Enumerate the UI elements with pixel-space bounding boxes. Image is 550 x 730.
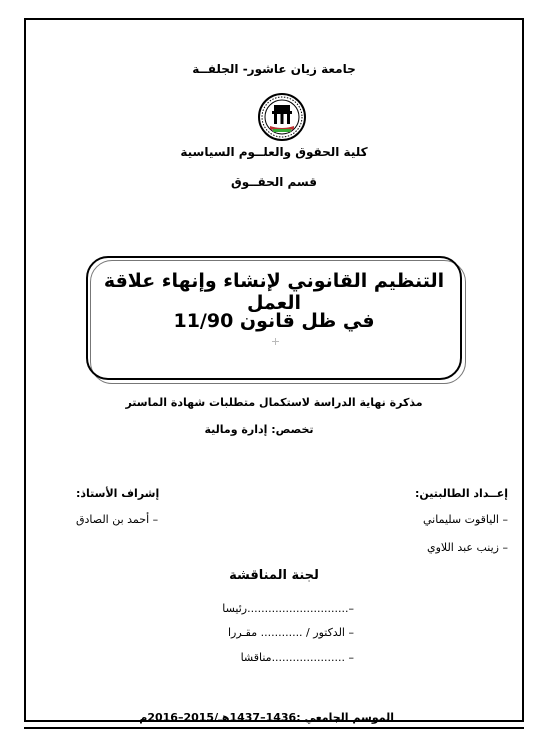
committee-row-examiner: – .....................مناقشا [240,651,354,664]
page-border-bottom-line [24,727,524,729]
thesis-note: مذكرة نهاية الدراسة لاستكمال متطلبات شهادة الماستر [125,396,423,409]
committee-title: لجنة المناقشة [229,568,319,583]
thesis-title-line-1: التنظيم القانوني لإنشاء وإنهاء علاقة العمل [103,270,445,314]
students-label: إعــداد الطالبتين: [414,487,508,500]
faculty-name: كلية الحقوق والعلــوم السياسية [180,145,368,159]
thesis-title-line-2: في ظل قانون 11/90 [173,310,375,332]
university-logo-icon [256,92,308,142]
specialty: تخصص: إدارة ومالية [204,423,314,436]
supervisor-label: إشراف الأستاذ: [76,487,160,500]
academic-year: الموسم الجامعي :1436–1437هـ/2015–2016م [139,711,394,724]
department-name: قسم الحقــوق [230,175,317,189]
student-name-1: – الياقوت سليماني [423,513,508,526]
university-name: جامعة زيان عاشور- الجلفــة [192,62,356,76]
supervisor-name: – أحمد بن الصادق [76,513,159,526]
committee-row-rapporteur: – الدكتور / ............ مقـررا [227,626,354,639]
crosshair-mark-icon [272,338,279,345]
committee-row-chair: –.............................رئيسا [222,602,354,615]
student-name-2: – زينب عبد اللاوي [426,541,508,554]
